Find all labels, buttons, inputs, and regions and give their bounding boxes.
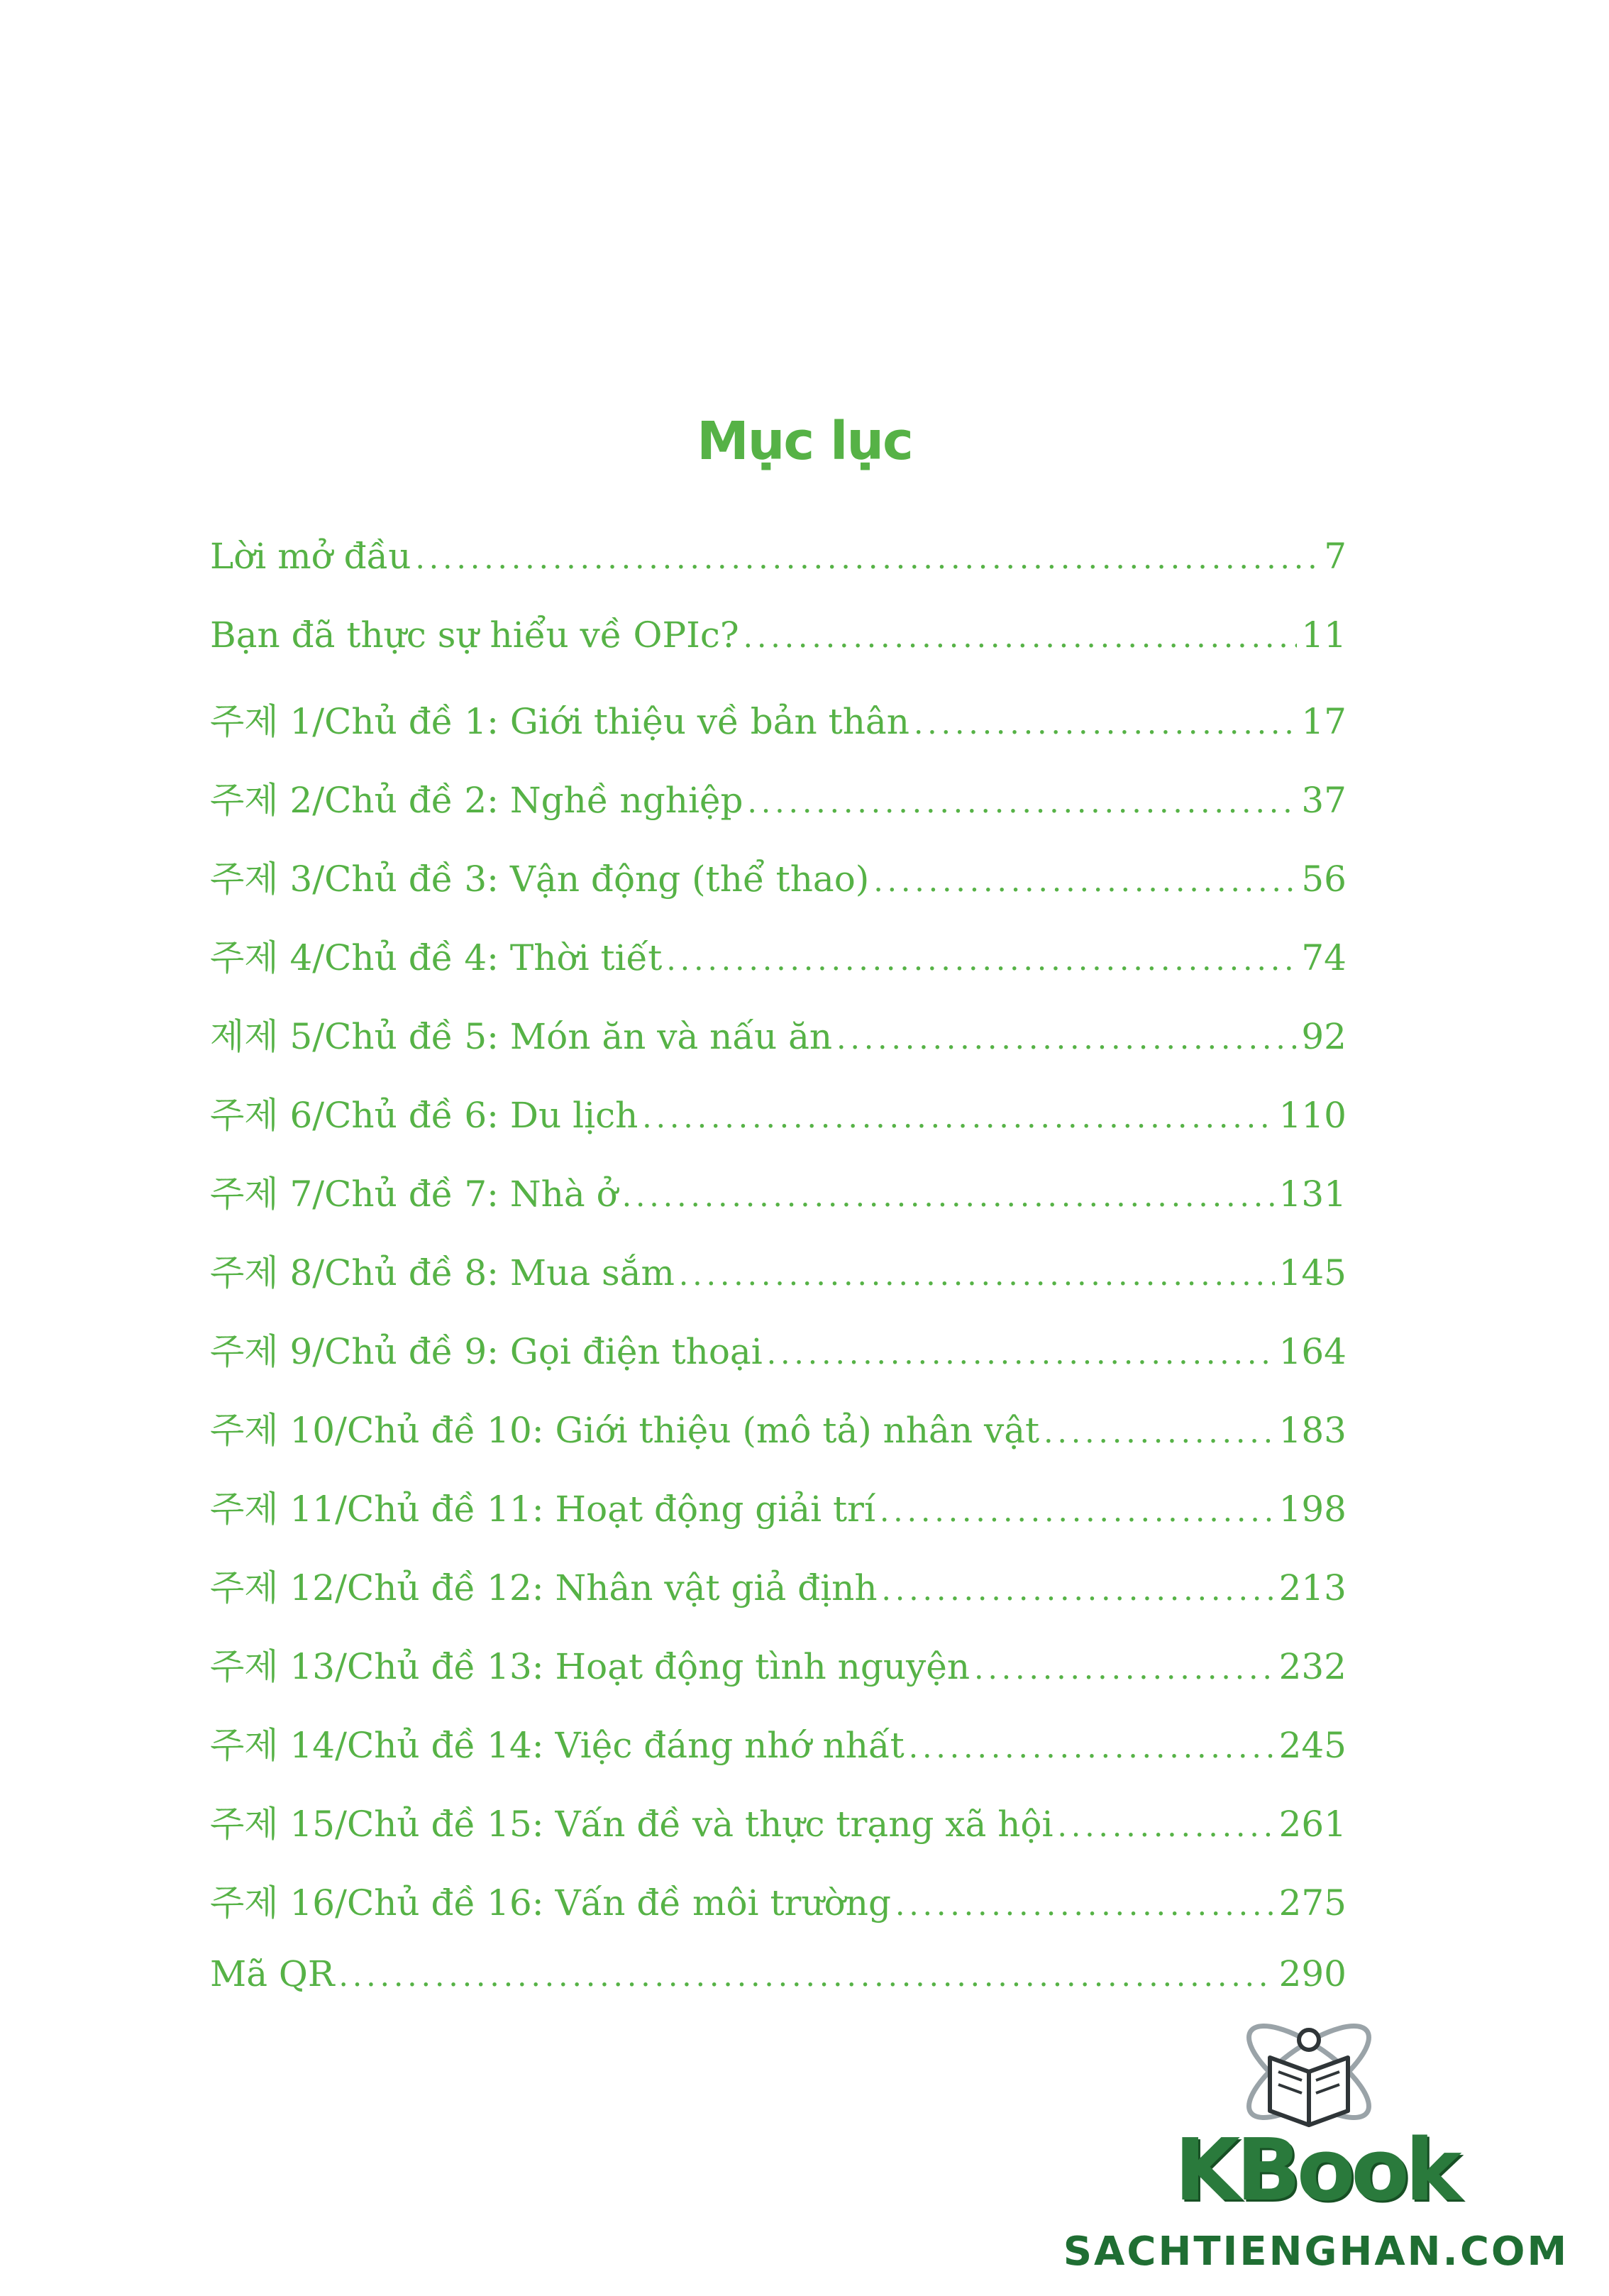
toc-entry-label: 주제 14/Chủ đề 14: Việc đáng nhớ nhất (210, 1725, 905, 1766)
toc-entry-label: Mã QR (210, 1953, 335, 1994)
toc-entry[interactable] (210, 1875, 1347, 1953)
toc-entry-page: 145 (1278, 1252, 1347, 1293)
toc-entry[interactable] (210, 536, 1347, 614)
dot-leader (836, 1021, 1297, 1056)
toc-entry-label: 주제 13/Chủ đề 13: Hoạt động tình nguyện (210, 1646, 971, 1687)
toc-entry[interactable] (210, 614, 1347, 693)
dot-leader (642, 1100, 1274, 1135)
logo-brand-text: KBook (1174, 2121, 1458, 2220)
toc-entry-label: 제제 5/Chủ đề 5: Món ăn và nấu ăn (210, 1016, 833, 1057)
toc-entry[interactable] (210, 851, 1347, 929)
dot-leader (339, 1958, 1275, 1993)
toc-entry-label: 주제 11/Chủ đề 11: Hoạt động giải trí (210, 1489, 875, 1530)
toc-entry-label: 주제 2/Chủ đề 2: Nghề nghiệp (210, 780, 743, 821)
toc-entry[interactable] (210, 1717, 1347, 1796)
toc-entry-label: 주제 9/Chủ đề 9: Gọi điện thoại (210, 1331, 763, 1372)
toc-entry-label: 주제 15/Chủ đề 15: Vấn đề và thực trạng xã hội (210, 1804, 1054, 1845)
toc-entry-page: 275 (1278, 1882, 1347, 1924)
toc-entry-label: 주제 6/Chủ đề 6: Du lịch (210, 1095, 638, 1136)
toc-entry-page: 92 (1301, 1016, 1347, 1057)
toc-entry[interactable] (210, 1481, 1347, 1560)
toc-entry-page: 11 (1301, 614, 1347, 656)
toc-entry[interactable] (210, 693, 1347, 772)
dot-leader (880, 1494, 1275, 1528)
dot-leader (748, 785, 1298, 819)
dot-leader (743, 619, 1298, 654)
dot-leader (909, 1730, 1275, 1765)
toc-entry[interactable] (210, 1560, 1347, 1638)
table-of-contents (210, 536, 1347, 2032)
dot-leader (1058, 1809, 1275, 1843)
toc-entry-page: 37 (1301, 780, 1347, 821)
toc-entry[interactable] (210, 1087, 1347, 1166)
toc-entry-page: 7 (1324, 536, 1347, 577)
toc-entry-page: 131 (1278, 1174, 1347, 1215)
kbook-logo (1043, 2001, 1589, 2285)
dot-leader (974, 1651, 1274, 1686)
dot-leader (1044, 1415, 1274, 1450)
toc-entry-page: 74 (1301, 937, 1347, 978)
toc-entry-page: 183 (1278, 1410, 1347, 1451)
toc-entry[interactable] (210, 772, 1347, 851)
toc-entry-page: 290 (1278, 1953, 1347, 1994)
toc-entry-label: Lời mở đầu (210, 536, 411, 577)
dot-leader (622, 1179, 1275, 1213)
toc-entry-page: 232 (1278, 1646, 1347, 1687)
toc-entry-page: 110 (1278, 1095, 1347, 1136)
toc-entry[interactable] (210, 1796, 1347, 1875)
toc-entry-page: 245 (1278, 1725, 1347, 1766)
dot-leader (679, 1257, 1275, 1292)
dot-leader (914, 706, 1297, 741)
dot-leader (767, 1336, 1275, 1371)
toc-entry[interactable] (210, 1166, 1347, 1244)
toc-entry-label: 주제 4/Chủ đề 4: Thời tiết (210, 937, 663, 978)
toc-entry-page: 17 (1301, 701, 1347, 742)
toc-entry-page: 261 (1278, 1804, 1347, 1845)
toc-entry-label: 주제 16/Chủ đề 16: Vấn đề môi trường (210, 1882, 891, 1924)
dot-leader (895, 1887, 1275, 1922)
toc-entry-label: 주제 10/Chủ đề 10: Giới thiệu (mô tả) nhân vật (210, 1410, 1040, 1451)
toc-entry[interactable] (210, 1323, 1347, 1402)
toc-entry[interactable] (210, 1244, 1347, 1323)
toc-entry-label: 주제 8/Chủ đề 8: Mua sắm (210, 1252, 675, 1293)
dot-leader (415, 541, 1320, 575)
dot-leader (873, 863, 1297, 898)
toc-entry-label: 주제 3/Chủ đề 3: Vận động (thể thao) (210, 859, 870, 900)
dot-leader (666, 942, 1297, 977)
toc-entry-label: 주제 12/Chủ đề 12: Nhân vật giả định (210, 1567, 878, 1608)
toc-entry-label: 주제 7/Chủ đề 7: Nhà ở (210, 1174, 618, 1215)
toc-entry-page: 213 (1278, 1567, 1347, 1608)
logo-site-url: SACHTIENGHAN.COM (1063, 2229, 1569, 2275)
toc-entry-page: 164 (1278, 1331, 1347, 1372)
toc-entry-page: 56 (1301, 859, 1347, 900)
toc-entry[interactable] (210, 929, 1347, 1008)
toc-entry-label: 주제 1/Chủ đề 1: Giới thiệu về bản thân (210, 701, 909, 742)
toc-entry[interactable] (210, 1402, 1347, 1481)
toc-entry[interactable] (210, 1008, 1347, 1087)
page-title: Mục lục (697, 410, 912, 472)
toc-entry[interactable] (210, 1638, 1347, 1717)
toc-entry-page: 198 (1278, 1489, 1347, 1530)
toc-entry-label: Bạn đã thực sự hiểu về OPIc? (210, 614, 739, 656)
dot-leader (882, 1572, 1275, 1607)
